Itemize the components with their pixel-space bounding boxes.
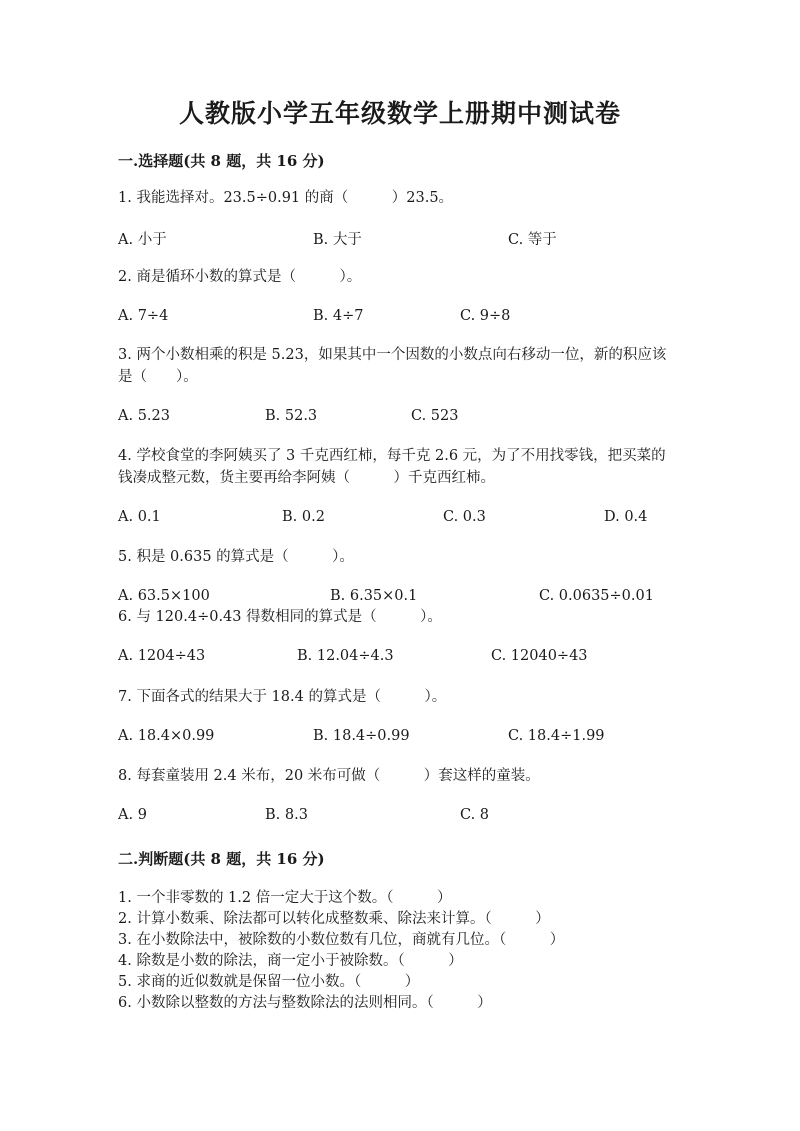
section-heading-choice: 一.选择题(共 8 题，共 16 分): [118, 152, 325, 170]
option-6b: B. 12.04÷4.3: [297, 648, 394, 664]
question-1: 1. 我能选择对。23.5÷0.91 的商（ ）23.5。: [118, 190, 454, 206]
judgment-item-1: 1. 一个非零数的 1.2 倍一定大于这个数。（ ）: [118, 890, 452, 906]
question-8: 8. 每套童装用 2.4 米布，20 米布可做（ ）套这样的童装。: [118, 768, 540, 784]
option-2a: A. 7÷4: [118, 308, 169, 324]
question-6: 6. 与 120.4÷0.43 得数相同的算式是（ ）。: [118, 609, 442, 625]
option-3c: C. 523: [411, 408, 459, 424]
option-4c: C. 0.3: [443, 509, 486, 525]
question-3: 3. 两个小数相乘的积是 5.23，如果其中一个因数的小数点向右移动一位，新的积应该是（ ）。: [118, 347, 667, 385]
judgment-item-3: 3. 在小数除法中，被除数的小数位数有几位，商就有几位。（ ）: [118, 932, 565, 948]
question-4: 4. 学校食堂的李阿姨买了 3 千克西红柿，每千克 2.6 元，为了不用找零钱，把买菜的钱凑成整元数，货主要再给李阿姨（ ）千克西红柿。: [118, 448, 666, 486]
section-heading-judgment: 二.判断题(共 8 题，共 16 分): [118, 850, 325, 868]
option-7b: B. 18.4÷0.99: [313, 728, 410, 744]
option-8a: A. 9: [118, 807, 147, 823]
page-title: 人教版小学五年级数学上册期中测试卷: [178, 99, 621, 128]
judgment-item-2: 2. 计算小数乘、除法都可以转化成整数乘、除法来计算。（ ）: [118, 911, 550, 927]
option-8c: C. 8: [460, 807, 490, 823]
option-5c: C. 0.0635÷0.01: [539, 588, 654, 604]
option-2b: B. 4÷7: [313, 308, 364, 324]
option-2c: C. 9÷8: [460, 308, 511, 324]
judgment-item-6: 6. 小数除以整数的方法与整数除法的法则相同。（ ）: [118, 995, 492, 1011]
question-7: 7. 下面各式的结果大于 18.4 的算式是（ ）。: [118, 689, 447, 705]
option-6c: C. 12040÷43: [491, 648, 588, 664]
option-1b: B. 大于: [313, 232, 362, 248]
option-3a: A. 5.23: [118, 408, 170, 424]
option-7c: C. 18.4÷1.99: [508, 728, 605, 744]
question-5: 5. 积是 0.635 的算式是（ ）。: [118, 549, 354, 565]
judgment-item-4: 4. 除数是小数的除法，商一定小于被除数。（ ）: [118, 953, 463, 969]
judgment-item-5: 5. 求商的近似数就是保留一位小数。（ ）: [118, 974, 420, 990]
option-5b: B. 6.35×0.1: [330, 588, 418, 604]
option-4a: A. 0.1: [118, 509, 161, 525]
option-5a: A. 63.5×100: [118, 588, 210, 604]
option-4d: D. 0.4: [604, 509, 648, 525]
option-6a: A. 1204÷43: [118, 648, 206, 664]
option-3b: B. 52.3: [265, 408, 318, 424]
option-1c: C. 等于: [508, 232, 557, 248]
option-7a: A. 18.4×0.99: [118, 728, 215, 744]
question-2: 2. 商是循环小数的算式是（ ）。: [118, 269, 362, 285]
option-8b: B. 8.3: [265, 807, 308, 823]
option-4b: B. 0.2: [282, 509, 325, 525]
option-1a: A. 小于: [118, 232, 167, 248]
